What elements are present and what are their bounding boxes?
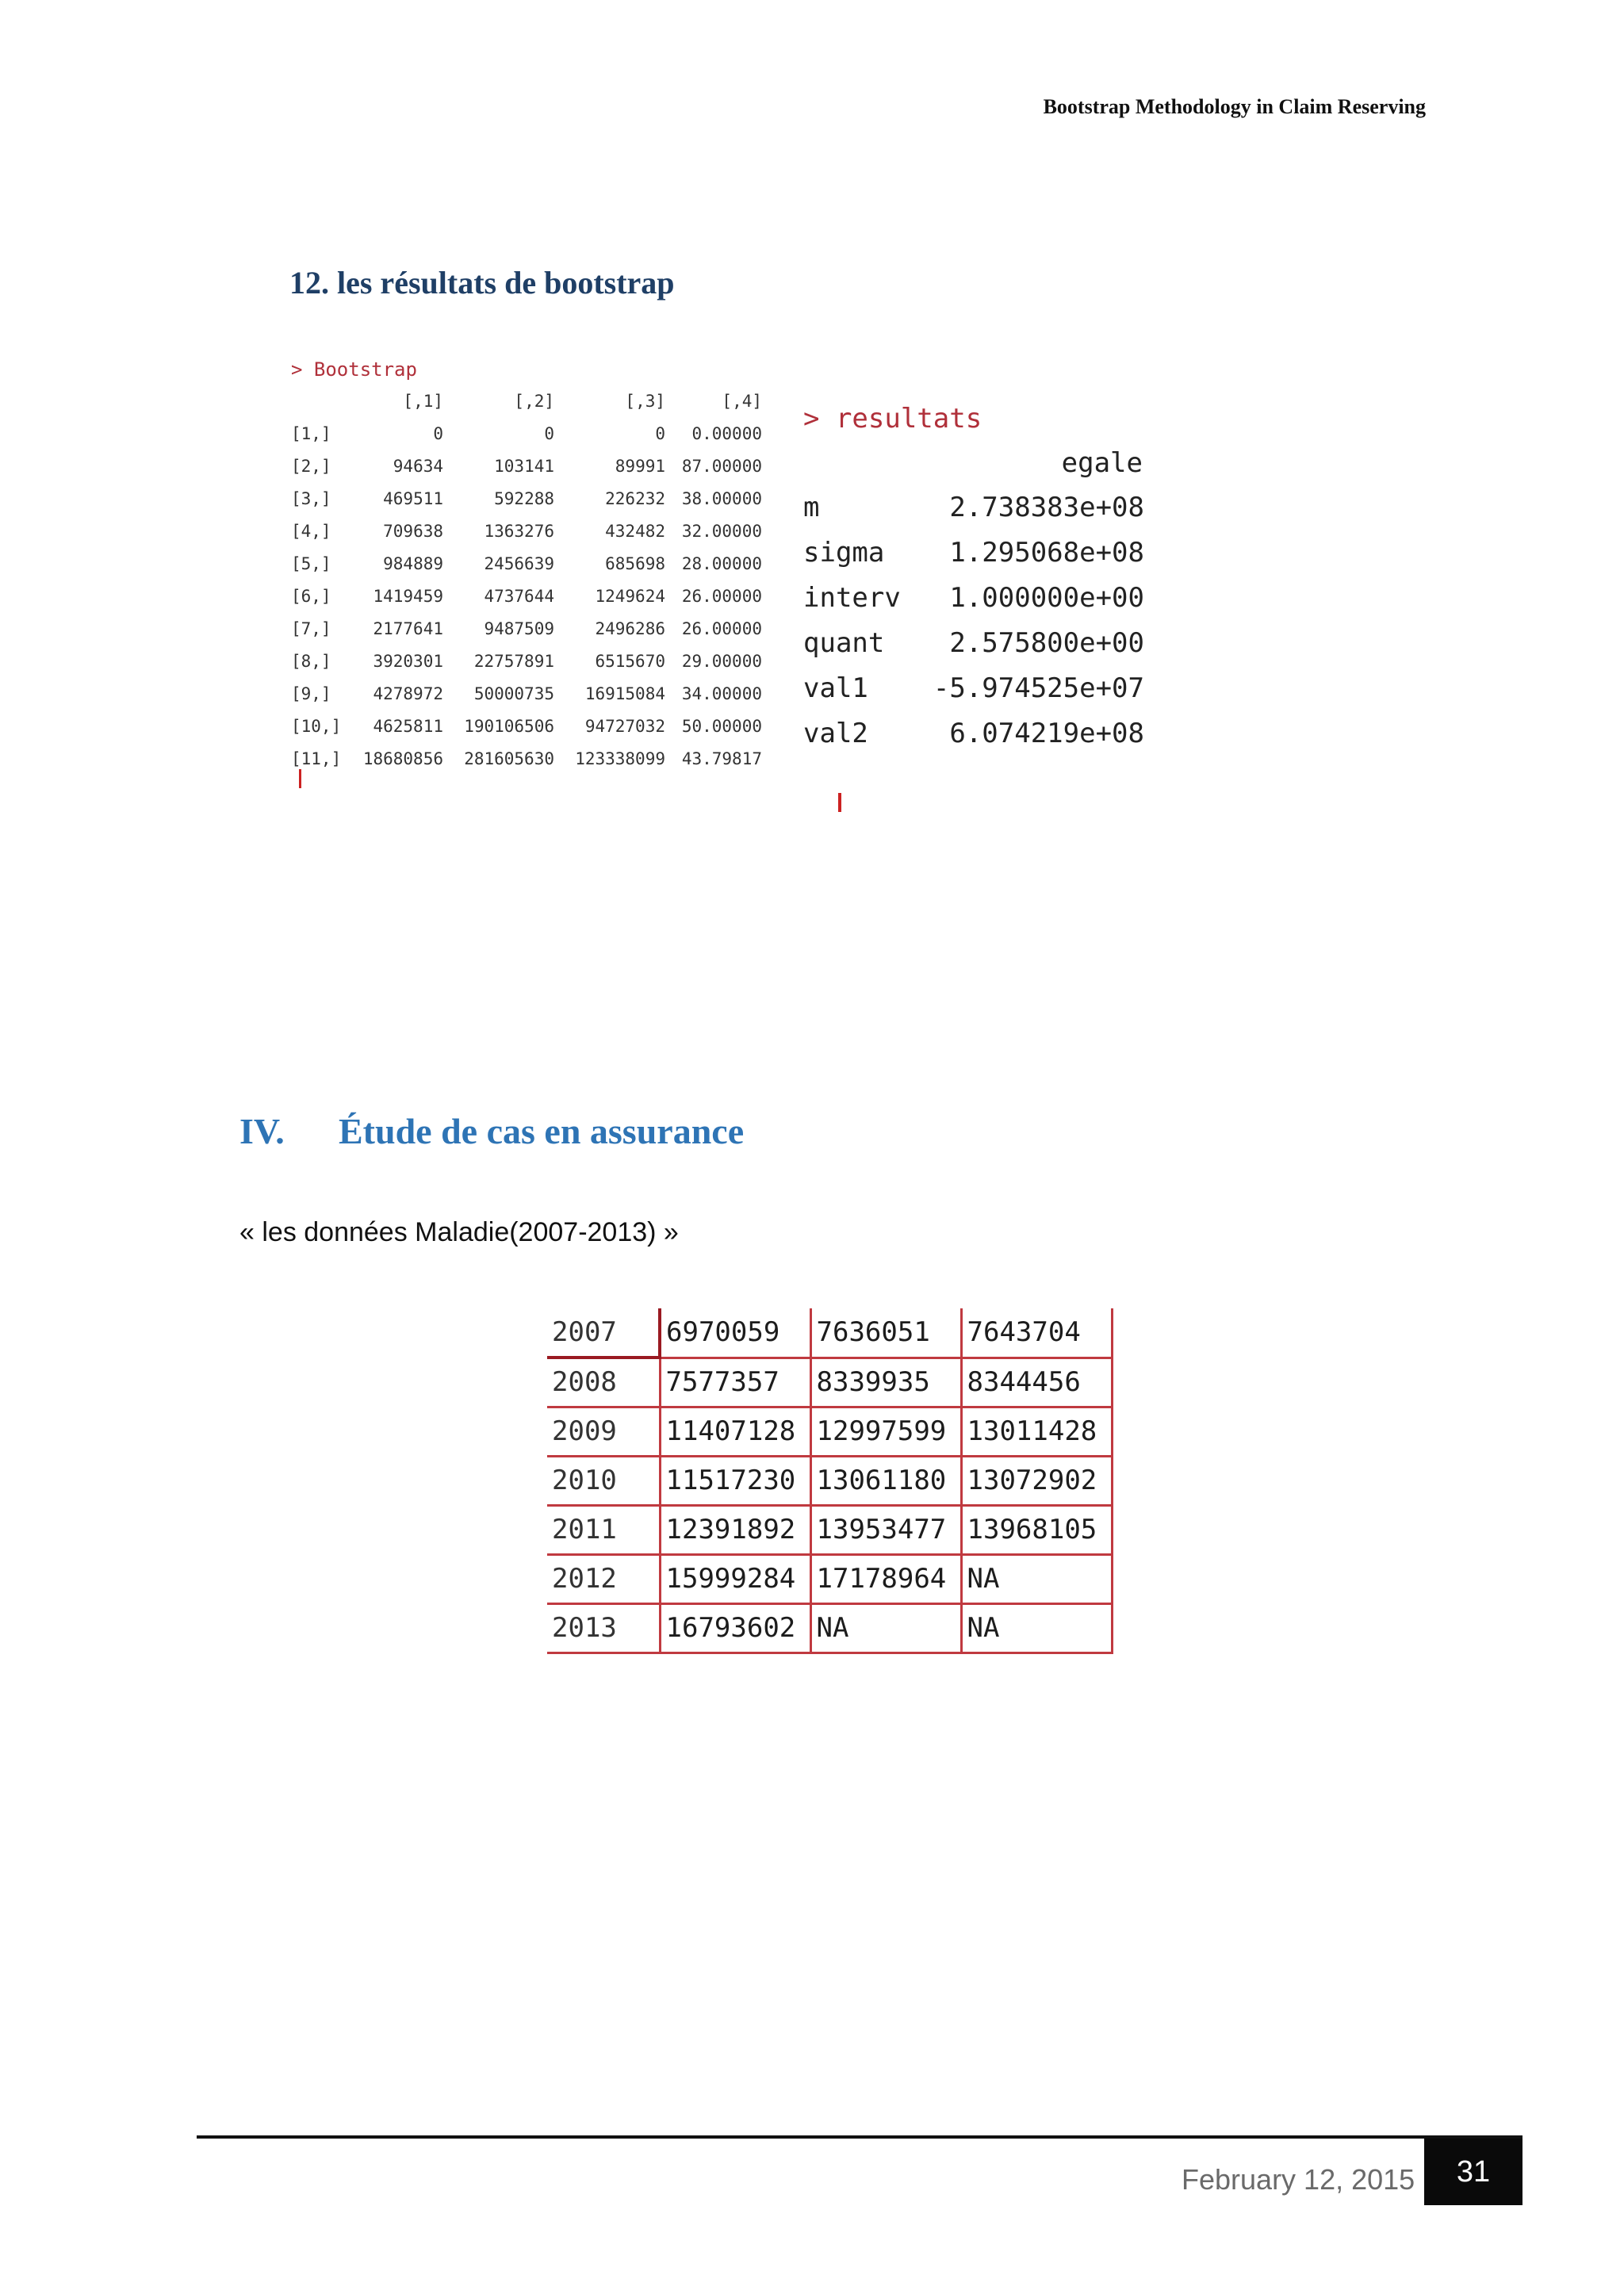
resultats-value: 1.295068e+08 [949, 537, 1144, 569]
matrix-cell: 0.00000 [691, 424, 762, 443]
matrix-cell: 94727032 [584, 717, 665, 736]
matrix-cell: 984889 [383, 554, 443, 573]
maladie-data-table [547, 1308, 1113, 1654]
col-header: [,3] [625, 392, 665, 411]
col-header: [,2] [514, 392, 554, 411]
value-cell: 13072902 [961, 1456, 1112, 1505]
bootstrap-row [291, 678, 762, 710]
matrix-cell: 18680856 [362, 749, 443, 768]
bootstrap-row [291, 483, 762, 515]
matrix-cell: 432482 [605, 522, 665, 541]
matrix-cell: 4625811 [373, 717, 443, 736]
matrix-cell: 4278972 [373, 684, 443, 703]
matrix-cell: 0 [655, 424, 665, 443]
matrix-cell: 190106506 [464, 717, 554, 736]
value-cell: 6970059 [660, 1308, 810, 1358]
row-label: [1,] [291, 424, 331, 443]
table-row [547, 1554, 1112, 1603]
resultats-key: interv [803, 582, 901, 614]
matrix-cell: 34.00000 [681, 684, 762, 703]
resultats-row [803, 582, 1144, 626]
maladie-data-table-image [547, 1308, 1113, 1654]
value-cell: NA [961, 1554, 1112, 1603]
value-cell: NA [961, 1603, 1112, 1653]
bootstrap-row [291, 548, 762, 580]
footer-rule [197, 2135, 1522, 2139]
bootstrap-matrix [291, 385, 762, 776]
matrix-cell: 6515670 [595, 652, 665, 671]
row-label: [11,] [291, 749, 342, 768]
row-label: [3,] [291, 489, 331, 508]
matrix-cell: 43.79817 [681, 749, 762, 768]
bootstrap-row [291, 645, 762, 678]
value-cell: 17178964 [810, 1554, 961, 1603]
running-header: Bootstrap Methodology in Claim Reserving [1043, 95, 1426, 118]
r-console-screenshot [282, 349, 1144, 793]
matrix-cell: 2456639 [484, 554, 554, 573]
resultats-row [803, 492, 1144, 536]
value-cell: 13061180 [810, 1456, 961, 1505]
table-row [547, 1308, 1112, 1358]
row-label: [2,] [291, 457, 331, 476]
matrix-cell: 38.00000 [681, 489, 762, 508]
matrix-cell: 9487509 [484, 619, 554, 638]
matrix-cell: 87.00000 [681, 457, 762, 476]
value-cell: 13011428 [961, 1407, 1112, 1456]
matrix-cell: 2177641 [373, 619, 443, 638]
resultats-key: sigma [803, 537, 885, 569]
matrix-cell: 1419459 [373, 587, 443, 606]
value-cell: 16793602 [660, 1603, 810, 1653]
value-cell: 7577357 [660, 1358, 810, 1407]
matrix-cell: 26.00000 [681, 587, 762, 606]
matrix-cell: 592288 [494, 489, 554, 508]
value-cell: 7636051 [810, 1308, 961, 1358]
value-cell: 11517230 [660, 1456, 810, 1505]
matrix-cell: 4737644 [484, 587, 554, 606]
resultats-key: quant [803, 627, 885, 659]
resultats-row [803, 718, 1144, 762]
resultats-value: 2.575800e+00 [949, 627, 1144, 659]
page-number: 31 [1424, 2139, 1522, 2205]
matrix-cell: 0 [544, 424, 554, 443]
year-cell: 2009 [547, 1407, 660, 1456]
bootstrap-row [291, 743, 762, 776]
bootstrap-rows [291, 418, 762, 776]
year-cell: 2008 [547, 1358, 660, 1407]
resultats-row [803, 627, 1144, 672]
row-label: [10,] [291, 717, 342, 736]
matrix-cell: 123338099 [575, 749, 665, 768]
data-caption: « les données Maladie(2007-2013) » [239, 1217, 679, 1247]
bootstrap-prompt: > Bootstrap [291, 358, 417, 381]
resultats-prompt: > resultats [803, 403, 982, 435]
matrix-cell: 26.00000 [681, 619, 762, 638]
table-row [547, 1456, 1112, 1505]
value-cell: NA [810, 1603, 961, 1653]
table-row [547, 1407, 1112, 1456]
resultats-value: 2.738383e+08 [949, 492, 1144, 523]
bootstrap-row [291, 710, 762, 743]
year-cell: 2010 [547, 1456, 660, 1505]
console-cursor [299, 769, 301, 788]
row-label: [7,] [291, 619, 331, 638]
matrix-cell: 103141 [494, 457, 554, 476]
row-label: [6,] [291, 587, 331, 606]
bootstrap-row [291, 613, 762, 645]
section-heading-bootstrap-results: 12. les résultats de bootstrap [289, 265, 675, 301]
bootstrap-row [291, 515, 762, 548]
maladie-rows [547, 1308, 1112, 1653]
value-cell: 13953477 [810, 1505, 961, 1554]
resultats-key: val2 [803, 718, 868, 749]
matrix-cell: 89991 [615, 457, 665, 476]
resultats-value: -5.974525e+07 [933, 672, 1144, 704]
matrix-cell: 3920301 [373, 652, 443, 671]
matrix-cell: 281605630 [464, 749, 554, 768]
resultats-row [803, 672, 1144, 717]
value-cell: 11407128 [660, 1407, 810, 1456]
matrix-cell: 2496286 [595, 619, 665, 638]
part-heading [239, 1110, 744, 1152]
matrix-cell: 22757891 [473, 652, 554, 671]
table-row [547, 1603, 1112, 1653]
matrix-cell: 16915084 [584, 684, 665, 703]
matrix-cell: 94634 [393, 457, 443, 476]
footer-date: February 12, 2015 [1182, 2163, 1415, 2196]
resultats-column-header: egale [1061, 447, 1143, 479]
value-cell: 15999284 [660, 1554, 810, 1603]
matrix-cell: 32.00000 [681, 522, 762, 541]
table-row [547, 1358, 1112, 1407]
year-cell: 2011 [547, 1505, 660, 1554]
matrix-cell: 29.00000 [681, 652, 762, 671]
row-label: [5,] [291, 554, 331, 573]
part-title: Étude de cas en assurance [339, 1111, 745, 1151]
matrix-cell: 1249624 [595, 587, 665, 606]
matrix-cell: 469511 [383, 489, 443, 508]
matrix-cell: 28.00000 [681, 554, 762, 573]
row-label: [4,] [291, 522, 331, 541]
matrix-cell: 709638 [383, 522, 443, 541]
row-label: [9,] [291, 684, 331, 703]
resultats-value: 6.074219e+08 [949, 718, 1144, 749]
resultats-row [803, 537, 1144, 581]
bootstrap-row [291, 418, 762, 450]
resultats-value: 1.000000e+00 [949, 582, 1144, 614]
value-cell: 8344456 [961, 1358, 1112, 1407]
value-cell: 7643704 [961, 1308, 1112, 1358]
value-cell: 12997599 [810, 1407, 961, 1456]
col-header: [,4] [722, 392, 762, 411]
resultats-key: m [803, 492, 820, 523]
row-label-corner [291, 385, 354, 418]
console-cursor [838, 793, 841, 812]
year-cell: 2012 [547, 1554, 660, 1603]
value-cell: 8339935 [810, 1358, 961, 1407]
matrix-cell: 1363276 [484, 522, 554, 541]
year-cell: 2007 [547, 1308, 660, 1358]
bootstrap-header-row [291, 385, 762, 418]
col-header: [,1] [403, 392, 443, 411]
resultats-key: val1 [803, 672, 868, 704]
year-cell: 2013 [547, 1603, 660, 1653]
value-cell: 12391892 [660, 1505, 810, 1554]
part-number: IV. [239, 1111, 285, 1151]
row-label: [8,] [291, 652, 331, 671]
matrix-cell: 685698 [605, 554, 665, 573]
bootstrap-row [291, 580, 762, 613]
matrix-cell: 0 [433, 424, 443, 443]
table-row [547, 1505, 1112, 1554]
matrix-cell: 50.00000 [681, 717, 762, 736]
bootstrap-row [291, 450, 762, 483]
matrix-cell: 50000735 [473, 684, 554, 703]
value-cell: 13968105 [961, 1505, 1112, 1554]
matrix-cell: 226232 [605, 489, 665, 508]
